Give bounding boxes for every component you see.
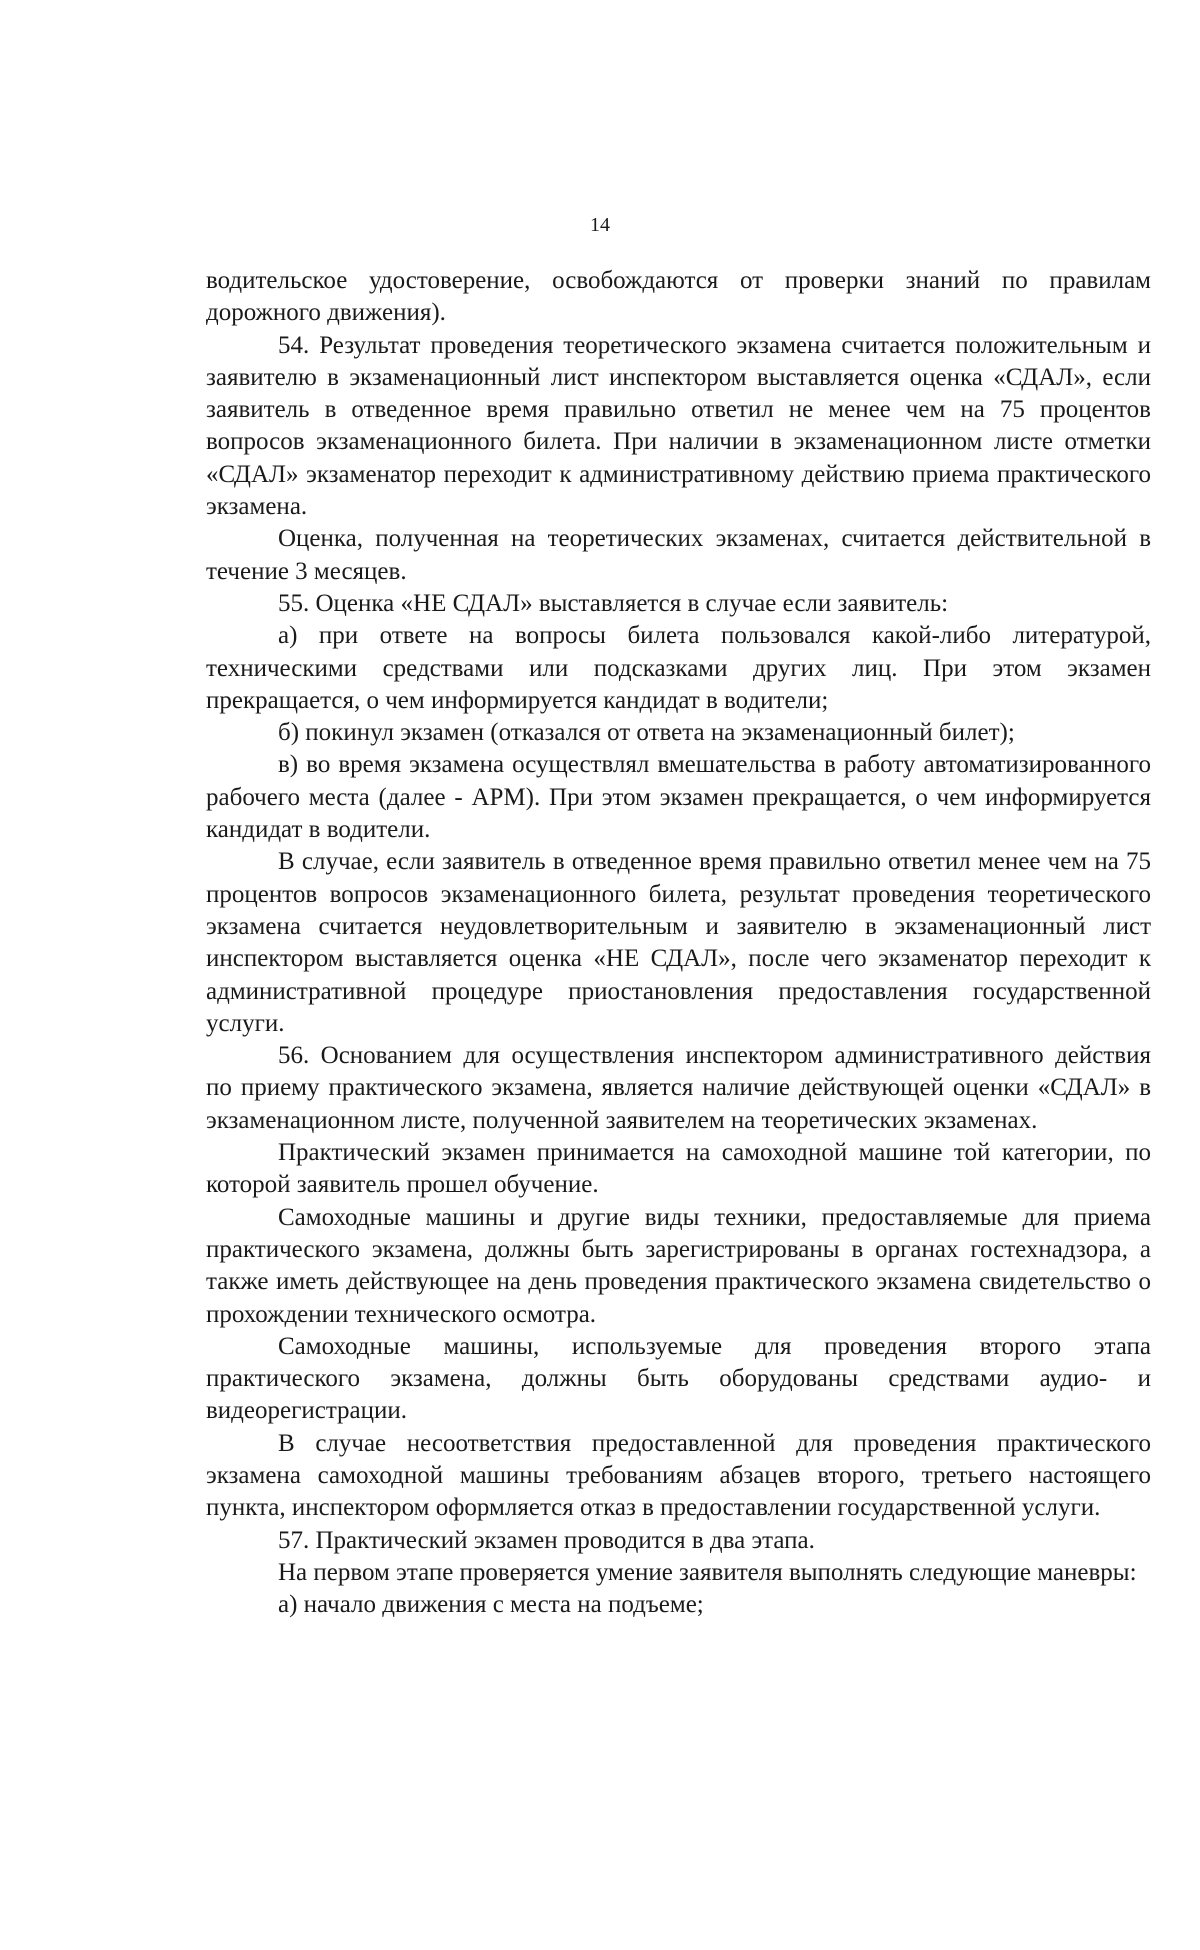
list-item-v: в) во время экзамена осуществлял вмешательства в работу автоматизированного рабочего места (далее - АРМ). При этом экзамен прекращается, о чем информируется кандидат в водители. (206, 751, 1151, 844)
list-item-b: б) покинул экзамен (отказался от ответа на экзаменационный билет); (278, 719, 1015, 747)
paragraph-machine-registration: Самоходные машины и другие виды техники, предоставляемые для приема практического экзамена, должны быть зарегистрированы в органах гостехнадзора, а также иметь действующее на день проведения практического экзамена свидетельство о прохождении технического осмотра. (206, 1203, 1151, 1328)
paragraph-fail-case: В случае, если заявитель в отведенное время правильно ответил менее чем на 75 процентов вопросов экзаменационного билета, результат проведения теоретического экзамена считается неудовлетворительным и заявителю в экзаменационный лист инспектором выставляется оценка «НЕ СДАЛ», после чего экзаменатор переходит к административной процедуре приостановления предоставления государственной услуги. (206, 848, 1151, 1037)
paragraph-grade-validity: Оценка, полученная на теоретических экзаменах, считается действительной в течение 3 месяцев. (206, 525, 1151, 585)
paragraph-56: 56. Основанием для осуществления инспектором административного действия по приему практического экзамена, является наличие действующей оценки «СДАЛ» в экзаменационном листе, полученной заявителем на теоретических экзаменах. (206, 1042, 1151, 1134)
page-number: 14 (590, 214, 610, 236)
paragraph-refusal: В случае несоответствия предоставленной для проведения практического экзамена самоходной машины требованиям абзацев второго, третьего настоящего пункта, инспектором оформляется отказ в предоставлении государственной услуги. (206, 1429, 1151, 1522)
paragraph-audio-video: Самоходные машины, используемые для проведения второго этапа практического экзамена, должны быть оборудованы средствами аудио- и видеорегистрации. (206, 1332, 1151, 1425)
paragraph-55: 55. Оценка «НЕ СДАЛ» выставляется в случае если заявитель: (278, 589, 949, 617)
list-item-maneuver-a: а) начало движения с места на подъеме; (278, 1591, 704, 1619)
paragraph-54: 54. Результат проведения теоретического экзамена считается положительным и заявителю в экзаменационный лист инспектором выставляется оценка «СДАЛ», если заявитель в отведенное время правильно ответил не менее чем на 75 процентов вопросов экзаменационного билета. При наличии в экзаменационном листе отметки «СДАЛ» экзаменатор переходит к административному действию приема практического экзамена. (206, 331, 1151, 521)
paragraph-continuation: водительское удостоверение, освобождаются от проверки знаний по правилам дорожного движения). (206, 267, 1151, 327)
paragraph-first-stage: На первом этапе проверяется умение заявителя выполнять следующие маневры: (278, 1558, 1137, 1586)
paragraph-practical-category: Практический экзамен принимается на самоходной машине той категории, по которой заявитель прошел обучение. (206, 1139, 1151, 1199)
list-item-a: а) при ответе на вопросы билета пользовался какой-либо литературой, техническими средствами или подсказками других лиц. При этом экзамен прекращается, о чем информируется кандидат в водители; (206, 622, 1151, 714)
paragraph-57: 57. Практический экзамен проводится в два этапа. (278, 1526, 815, 1554)
document-text (206, 265, 1151, 1621)
